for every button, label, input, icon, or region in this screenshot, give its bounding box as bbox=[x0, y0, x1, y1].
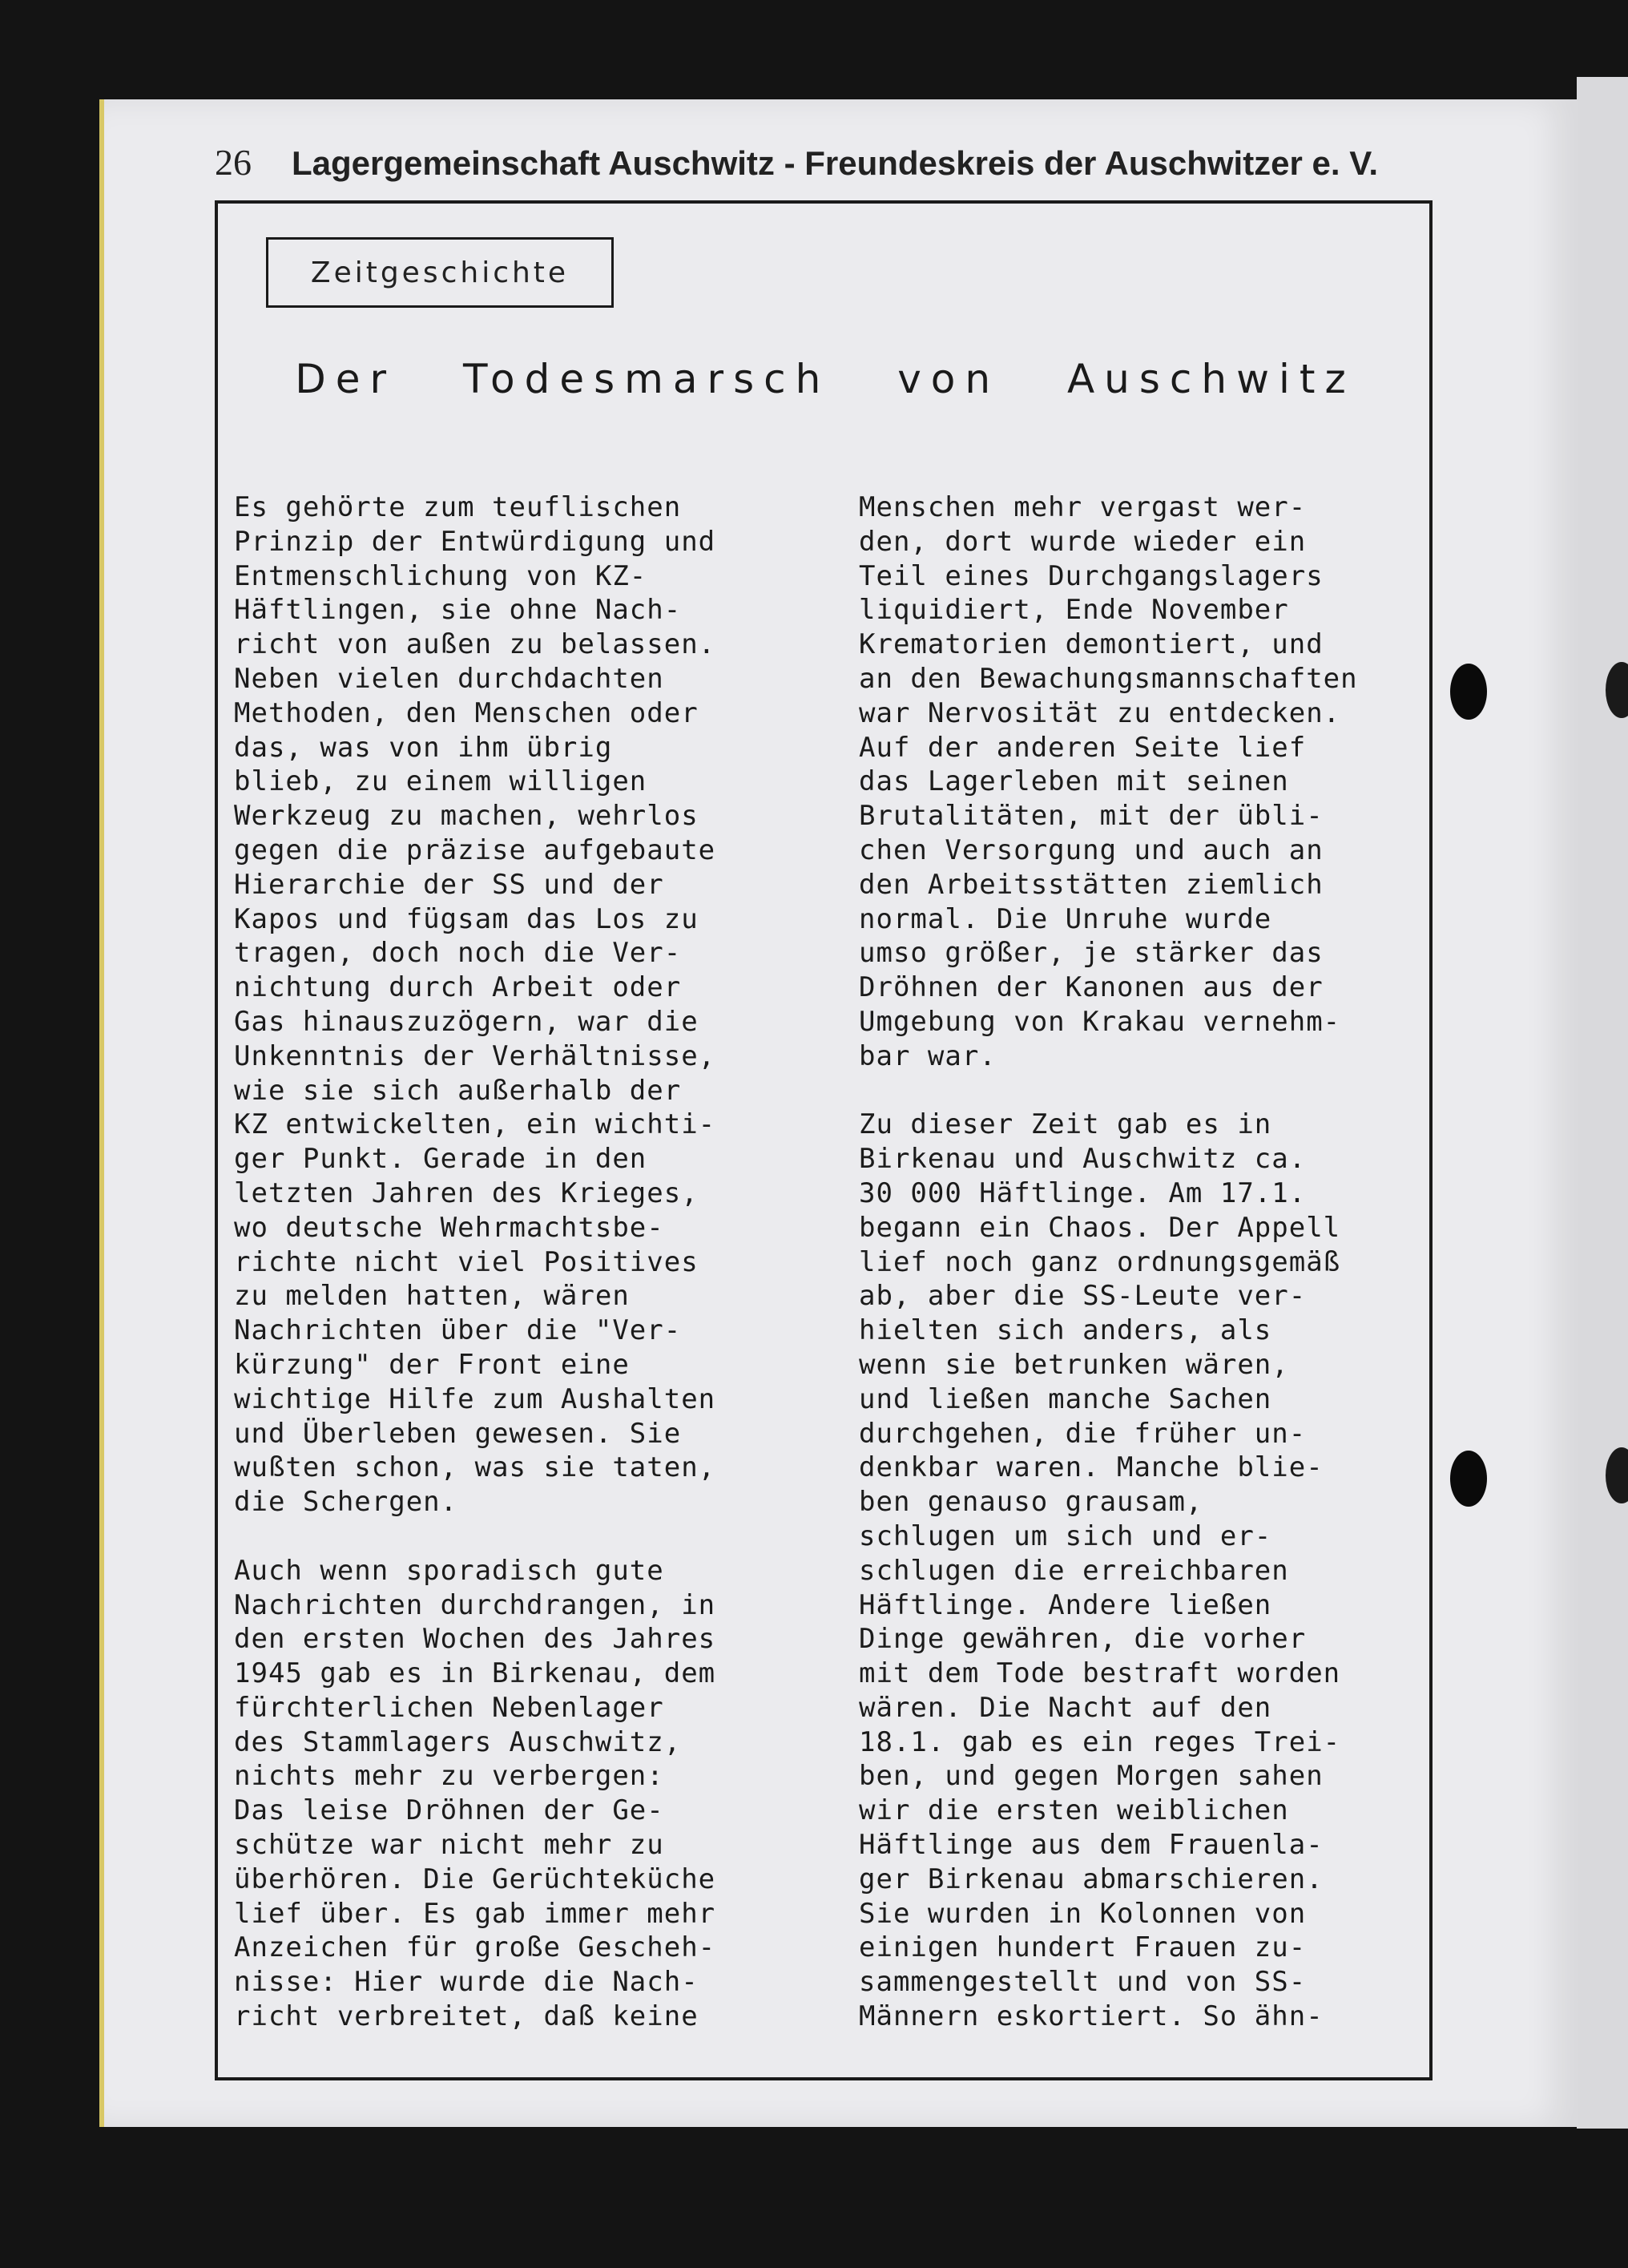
text-line: Hierarchie der SS und der bbox=[234, 868, 664, 901]
text-line: Sie wurden in Kolonnen von bbox=[859, 1897, 1307, 1930]
text-line: richt von außen zu belassen. bbox=[234, 628, 716, 661]
text-line: den ersten Wochen des Jahres bbox=[234, 1623, 716, 1656]
text-line: den Arbeitsstätten ziemlich bbox=[859, 868, 1324, 901]
text-line: Dinge gewähren, die vorher bbox=[859, 1623, 1307, 1656]
text-line: Auch wenn sporadisch gute bbox=[234, 1554, 664, 1587]
text-line: Anzeichen für große Gescheh- bbox=[234, 1931, 716, 1964]
article-title: Der Todesmarsch von Auschwitz bbox=[295, 356, 1356, 402]
text-line: wußten schon, was sie taten, bbox=[234, 1451, 716, 1484]
text-line: nichts mehr zu verbergen: bbox=[234, 1760, 664, 1793]
text-line: Prinzip der Entwürdigung und bbox=[234, 525, 716, 558]
text-line: wichtige Hilfe zum Aushalten bbox=[234, 1382, 716, 1415]
text-line: Umgebung von Krakau vernehm- bbox=[859, 1005, 1341, 1038]
punch-hole-top bbox=[1450, 664, 1487, 720]
text-line: den, dort wurde wieder ein bbox=[859, 525, 1307, 558]
text-line: ab, aber die SS-Leute ver- bbox=[859, 1280, 1307, 1313]
text-line: bar war. bbox=[859, 1039, 997, 1072]
text-line: Männern eskortiert. So ähn- bbox=[859, 2000, 1324, 2033]
text-line: des Stammlagers Auschwitz, bbox=[234, 1725, 682, 1758]
text-line: das Lagerleben mit seinen bbox=[859, 765, 1289, 798]
text-line: nichtung durch Arbeit oder bbox=[234, 971, 682, 1004]
text-line: richt verbreitet, daß keine bbox=[234, 2000, 699, 2033]
text-line: richte nicht viel Positives bbox=[234, 1245, 699, 1278]
text-line: Nachrichten über die "Ver- bbox=[234, 1314, 682, 1347]
text-line: Teil eines Durchgangslagers bbox=[859, 559, 1324, 592]
text-line: lief noch ganz ordnungsgemäß bbox=[859, 1245, 1341, 1278]
text-line: chen Versorgung und auch an bbox=[859, 833, 1324, 866]
text-line: 30 000 Häftlinge. Am 17.1. bbox=[859, 1176, 1307, 1209]
text-line: begann ein Chaos. Der Appell bbox=[859, 1211, 1341, 1244]
text-line: schlugen um sich und er- bbox=[859, 1519, 1272, 1552]
text-line: Nachrichten durchdrangen, in bbox=[234, 1588, 716, 1621]
text-line: wie sie sich außerhalb der bbox=[234, 1074, 682, 1107]
text-line: Gas hinauszuzögern, war die bbox=[234, 1005, 699, 1038]
text-line: Kapos und fügsam das Los zu bbox=[234, 902, 699, 935]
text-line: normal. Die Unruhe wurde bbox=[859, 902, 1272, 935]
text-line: wo deutsche Wehrmachtsbe- bbox=[234, 1211, 664, 1244]
text-line: Methoden, den Menschen oder bbox=[234, 696, 699, 729]
text-line: denkbar waren. Manche blie- bbox=[859, 1451, 1324, 1484]
text-line: blieb, zu einem willigen bbox=[234, 765, 647, 798]
text-line: lief über. Es gab immer mehr bbox=[234, 1897, 716, 1930]
text-line: wir die ersten weiblichen bbox=[859, 1794, 1289, 1827]
text-line: durchgehen, die früher un- bbox=[859, 1417, 1307, 1450]
text-line: schlugen die erreichbaren bbox=[859, 1554, 1289, 1587]
text-line: KZ entwickelten, ein wichti- bbox=[234, 1108, 716, 1141]
text-line: Dröhnen der Kanonen aus der bbox=[859, 971, 1324, 1004]
text-line: nisse: Hier wurde die Nach- bbox=[234, 1966, 699, 1999]
paragraph-gap bbox=[859, 1074, 1420, 1108]
text-line: Menschen mehr vergast wer- bbox=[859, 491, 1307, 523]
text-line: Entmenschlichung von KZ- bbox=[234, 559, 647, 592]
text-line: 18.1. gab es ein reges Trei- bbox=[859, 1725, 1341, 1758]
text-line: Häftlingen, sie ohne Nach- bbox=[234, 594, 682, 627]
text-line: Brutalitäten, mit der übli- bbox=[859, 800, 1324, 833]
text-line: gegen die präzise aufgebaute bbox=[234, 833, 716, 866]
text-line: an den Bewachungsmannschaften bbox=[859, 662, 1358, 695]
text-line: das, was von ihm übrig bbox=[234, 731, 613, 764]
text-line: Krematorien demontiert, und bbox=[859, 628, 1324, 661]
text-line: Werkzeug zu machen, wehrlos bbox=[234, 800, 699, 833]
right-column bbox=[859, 490, 1420, 2034]
text-line: Unkenntnis der Verhältnisse, bbox=[234, 1039, 716, 1072]
text-line: Auf der anderen Seite lief bbox=[859, 731, 1307, 764]
page-header bbox=[215, 141, 1378, 184]
text-line: 1945 gab es in Birkenau, dem bbox=[234, 1657, 716, 1690]
text-line: Das leise Dröhnen der Ge- bbox=[234, 1794, 664, 1827]
text-line: Es gehörte zum teuflischen bbox=[234, 491, 682, 523]
text-line: Häftlinge. Andere ließen bbox=[859, 1588, 1272, 1621]
punch-hole-bottom bbox=[1450, 1451, 1487, 1507]
text-line: ben, und gegen Morgen sahen bbox=[859, 1760, 1324, 1793]
text-line: mit dem Tode bestraft worden bbox=[859, 1657, 1341, 1690]
text-line: umso größer, je stärker das bbox=[859, 937, 1324, 970]
publication-title: Lagergemeinschaft Auschwitz - Freundeskreis der Auschwitzer e. V. bbox=[292, 144, 1379, 182]
text-line: schütze war nicht mehr zu bbox=[234, 1829, 664, 1862]
text-line: sammengestellt und von SS- bbox=[859, 1966, 1307, 1999]
text-line: Neben vielen durchdachten bbox=[234, 662, 664, 695]
text-line: ger Birkenau abmarschieren. bbox=[859, 1862, 1324, 1895]
text-line: Birkenau und Auschwitz ca. bbox=[859, 1143, 1307, 1176]
text-line: zu melden hatten, wären bbox=[234, 1280, 630, 1313]
text-line: ben genauso grausam, bbox=[859, 1486, 1203, 1519]
page-number: 26 bbox=[215, 142, 252, 183]
article-frame bbox=[215, 200, 1433, 2080]
text-line: fürchterlichen Nebenlager bbox=[234, 1691, 664, 1724]
text-line: Häftlinge aus dem Frauenla- bbox=[859, 1829, 1324, 1862]
left-column bbox=[234, 490, 808, 2034]
text-line: überhören. Die Gerüchteküche bbox=[234, 1862, 716, 1895]
text-line: ger Punkt. Gerade in den bbox=[234, 1143, 647, 1176]
text-line: war Nervosität zu entdecken. bbox=[859, 696, 1341, 729]
section-label: Zeitgeschichte bbox=[266, 237, 614, 308]
text-line: hielten sich anders, als bbox=[859, 1314, 1272, 1347]
text-line: letzten Jahren des Krieges, bbox=[234, 1176, 699, 1209]
text-line: liquidiert, Ende November bbox=[859, 594, 1289, 627]
text-line: einigen hundert Frauen zu- bbox=[859, 1931, 1307, 1964]
text-line: und ließen manche Sachen bbox=[859, 1382, 1272, 1415]
next-page-edge bbox=[1577, 77, 1628, 2129]
text-line: wenn sie betrunken wären, bbox=[859, 1348, 1289, 1381]
paragraph-gap bbox=[234, 1519, 808, 1554]
text-line: und Überleben gewesen. Sie bbox=[234, 1417, 682, 1450]
text-line: tragen, doch noch die Ver- bbox=[234, 937, 682, 970]
text-line: kürzung" der Front eine bbox=[234, 1348, 630, 1381]
text-line: die Schergen. bbox=[234, 1486, 458, 1519]
text-line: wären. Die Nacht auf den bbox=[859, 1691, 1272, 1724]
text-line: Zu dieser Zeit gab es in bbox=[859, 1108, 1272, 1141]
